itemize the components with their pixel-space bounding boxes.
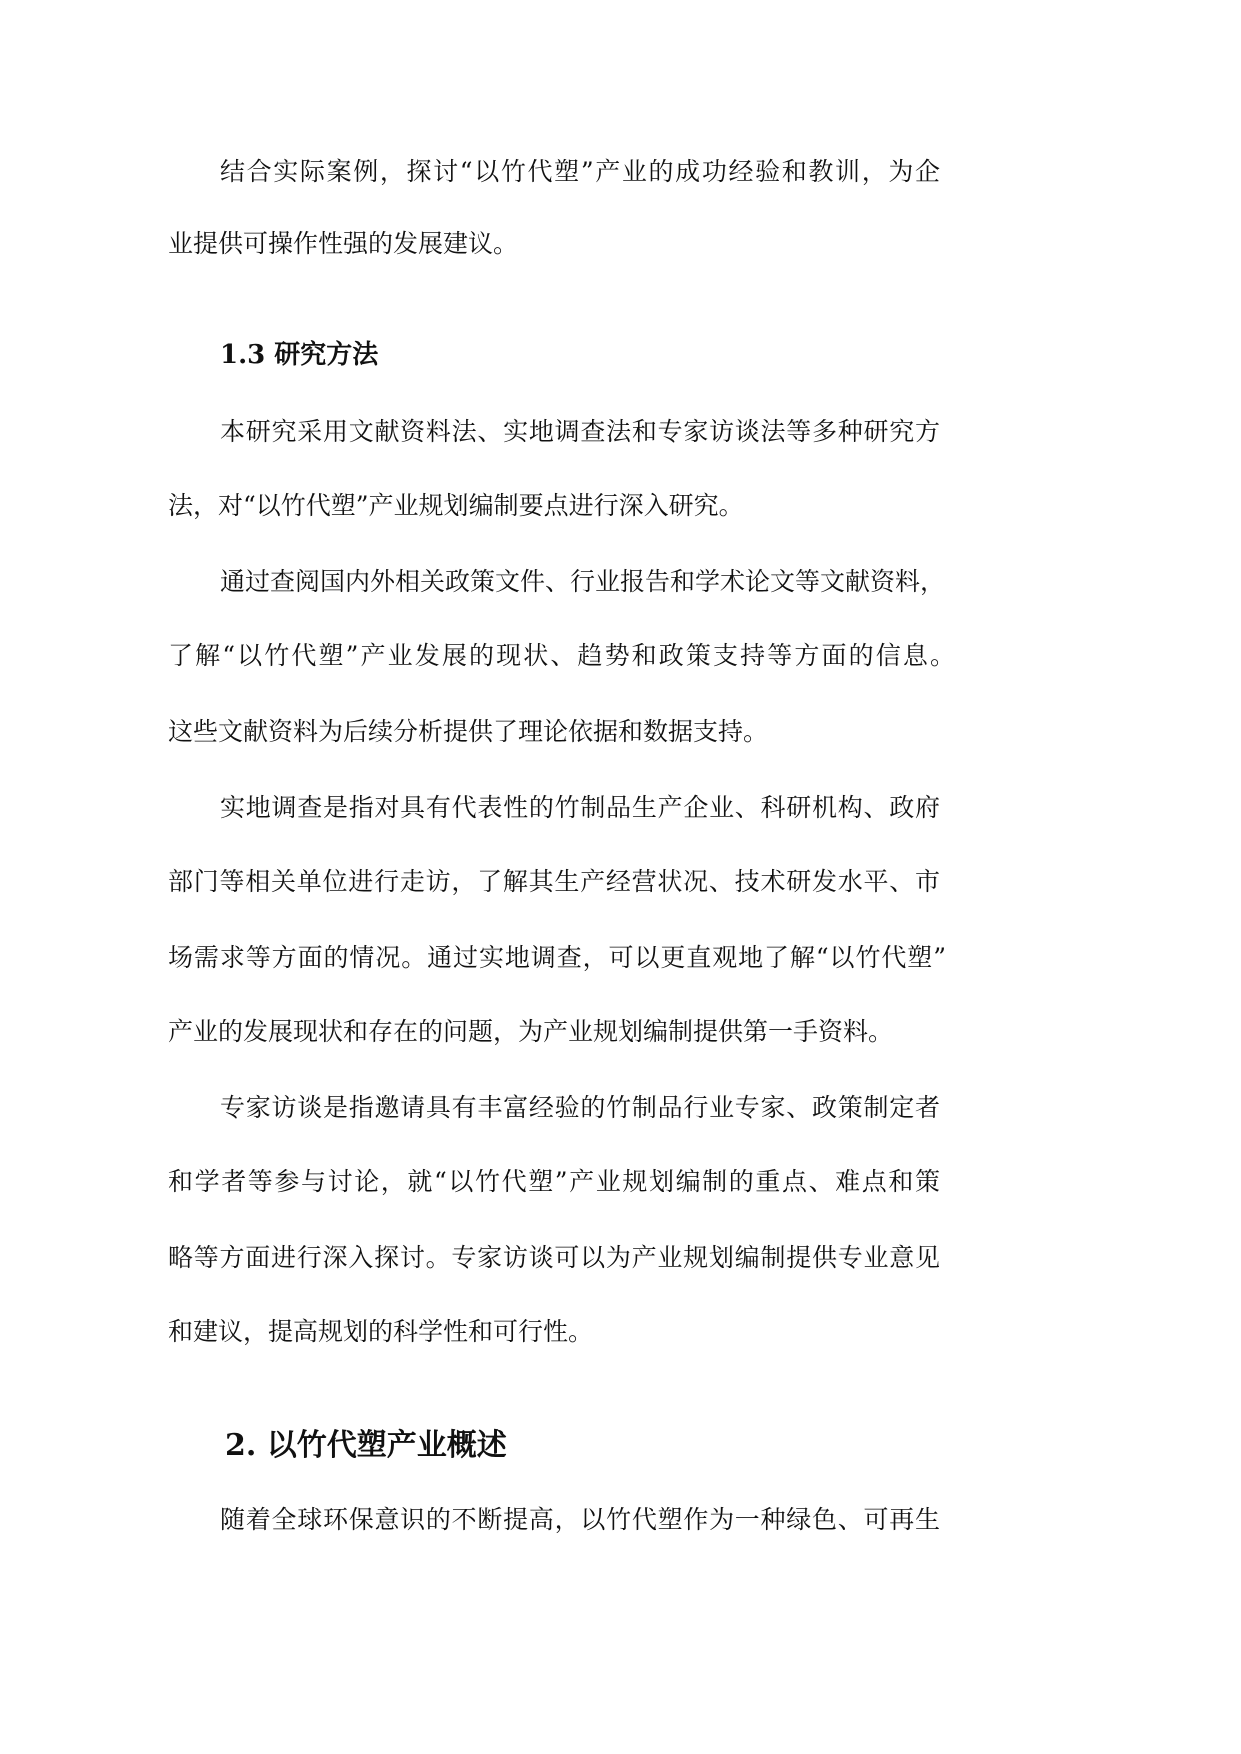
intro-line-1: 结合实际案例，探讨“以竹代塑”产业的成功经验和教训，为企	[220, 157, 940, 186]
section-heading-1-3: 1.3 研究方法	[220, 340, 379, 370]
paragraph-line: 随着全球环保意识的不断提高，以竹代塑作为一种绿色、可再生	[220, 1505, 940, 1534]
section-heading-2: 2. 以竹代塑产业概述	[225, 1428, 507, 1463]
paragraph-line: 了解“以竹代塑”产业发展的现状、趋势和政策支持等方面的信息。	[168, 641, 955, 670]
paragraph-line: 和建议，提高规划的科学性和可行性。	[168, 1317, 594, 1346]
paragraph-line: 专家访谈是指邀请具有丰富经验的竹制品行业专家、政策制定者	[220, 1093, 940, 1122]
paragraph-line: 略等方面进行深入探讨。专家访谈可以为产业规划编制提供专业意见	[168, 1243, 940, 1272]
intro-line-2: 业提供可操作性强的发展建议。	[168, 229, 519, 258]
paragraph-line: 通过查阅国内外相关政策文件、行业报告和学术论文等文献资料，	[220, 567, 946, 596]
paragraph-line: 产业的发展现状和存在的问题，为产业规划编制提供第一手资料。	[168, 1017, 894, 1046]
paragraph-line: 本研究采用文献资料法、实地调查法和专家访谈法等多种研究方	[220, 417, 940, 446]
paragraph-line: 部门等相关单位进行走访，了解其生产经营状况、技术研发水平、市	[168, 867, 940, 896]
paragraph-line: 法，对“以竹代塑”产业规划编制要点进行深入研究。	[168, 491, 744, 520]
paragraph-line: 这些文献资料为后续分析提供了理论依据和数据支持。	[168, 717, 769, 746]
paragraph-line: 和学者等参与讨论，就“以竹代塑”产业规划编制的重点、难点和策	[168, 1167, 940, 1196]
paragraph-line: 实地调查是指对具有代表性的竹制品生产企业、科研机构、政府	[220, 793, 940, 822]
paragraph-line: 场需求等方面的情况。通过实地调查，可以更直观地了解“以竹代塑”	[168, 943, 946, 972]
